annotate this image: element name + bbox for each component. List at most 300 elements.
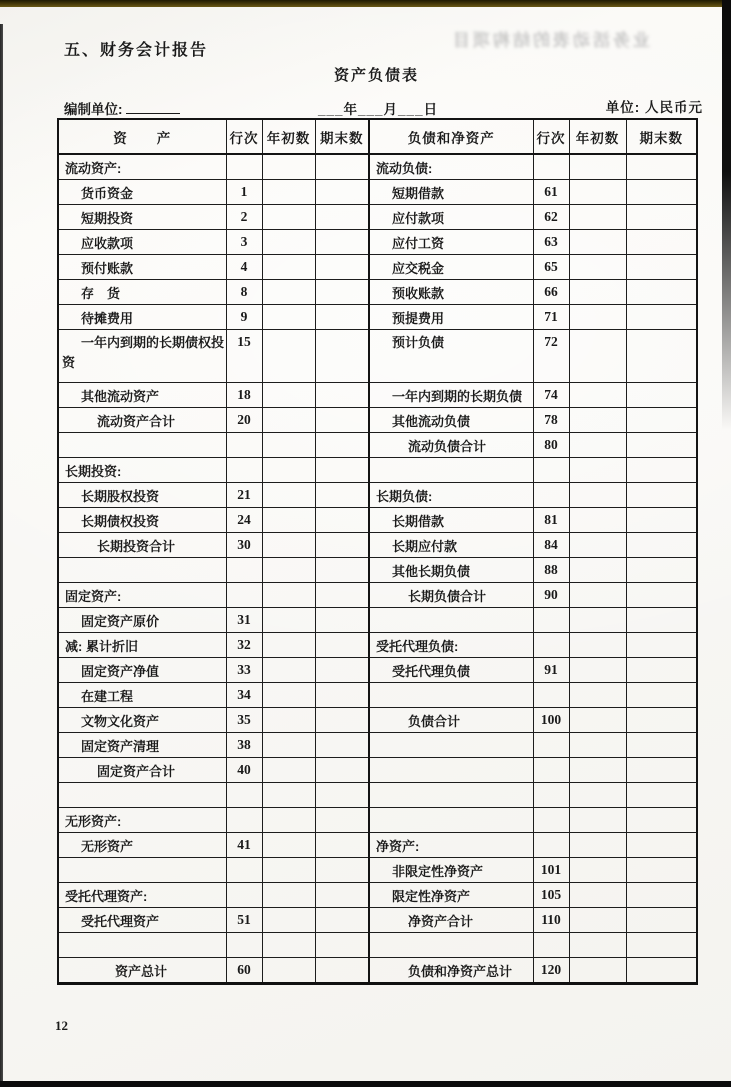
asset-line-no-cell: 3 (226, 230, 262, 255)
asset-end-amount-cell (315, 733, 369, 758)
table-row (58, 908, 697, 933)
liability-name-cell: 受托代理负债: (369, 633, 533, 658)
asset-line-no-cell (226, 583, 262, 608)
liability-end-amount-cell (626, 508, 697, 533)
liability-name-cell: 其他流动负债 (369, 408, 533, 433)
asset-line-no-cell (226, 858, 262, 883)
liability-name-cell (369, 933, 533, 958)
liability-begin-amount-cell (569, 908, 626, 933)
asset-name-cell (58, 433, 226, 458)
table-row (58, 433, 697, 458)
asset-begin-amount-cell (262, 658, 315, 683)
asset-end-amount-cell (315, 330, 369, 383)
liability-name-cell: 受托代理负债 (369, 658, 533, 683)
asset-begin-amount-cell (262, 433, 315, 458)
table-row (58, 408, 697, 433)
asset-begin-amount-cell (262, 154, 315, 180)
asset-begin-amount-cell (262, 558, 315, 583)
liability-begin-amount-cell (569, 783, 626, 808)
liability-begin-amount-cell (569, 608, 626, 633)
asset-line-no-cell (226, 933, 262, 958)
asset-begin-amount-cell (262, 305, 315, 330)
liability-line-no-cell: 100 (533, 708, 569, 733)
liability-begin-amount-cell (569, 733, 626, 758)
liability-line-no-cell: 66 (533, 280, 569, 305)
asset-name-cell (58, 933, 226, 958)
asset-end-amount-cell (315, 508, 369, 533)
table-row (58, 733, 697, 758)
asset-line-no-cell: 30 (226, 533, 262, 558)
table-row (58, 154, 697, 180)
liabilities-column-header: 负债和净资产 (369, 119, 533, 154)
asset-name-cell (58, 783, 226, 808)
liability-end-amount-cell (626, 883, 697, 908)
table-row (58, 330, 697, 383)
asset-end-amount-cell (315, 833, 369, 858)
asset-begin-amount-cell (262, 533, 315, 558)
liability-end-amount-cell (626, 933, 697, 958)
asset-end-amount-cell (315, 558, 369, 583)
asset-line-no-cell: 15 (226, 330, 262, 383)
asset-begin-amount-cell (262, 458, 315, 483)
liability-name-cell (369, 783, 533, 808)
table-row (58, 808, 697, 833)
liability-line-no-cell: 63 (533, 230, 569, 255)
asset-end-amount-cell (315, 305, 369, 330)
table-row (58, 933, 697, 958)
liability-name-cell: 非限定性净资产 (369, 858, 533, 883)
asset-end-amount-cell (315, 533, 369, 558)
asset-line-no-cell (226, 154, 262, 180)
liability-name-cell: 应付款项 (369, 205, 533, 230)
asset-name-cell: 在建工程 (58, 683, 226, 708)
liability-name-cell (369, 758, 533, 783)
asset-name-cell: 固定资产合计 (58, 758, 226, 783)
asset-begin-amount-cell (262, 230, 315, 255)
asset-end-amount-cell (315, 858, 369, 883)
begin-of-year-column-header: 年初数 (262, 119, 315, 154)
liability-end-amount-cell (626, 783, 697, 808)
prepared-by-line (64, 98, 180, 118)
asset-begin-amount-cell (262, 408, 315, 433)
liability-begin-amount-cell (569, 330, 626, 383)
asset-name-cell: 长期债权投资 (58, 508, 226, 533)
liability-name-cell: 流动负债合计 (369, 433, 533, 458)
liability-begin-amount-cell (569, 180, 626, 205)
asset-name-cell: 流动资产: (58, 154, 226, 180)
asset-begin-amount-cell (262, 608, 315, 633)
liability-end-amount-cell (626, 458, 697, 483)
asset-line-no-cell: 34 (226, 683, 262, 708)
liability-line-no-cell (533, 733, 569, 758)
asset-end-amount-cell (315, 633, 369, 658)
end-of-period-column-header: 期末数 (315, 119, 369, 154)
table-row (58, 558, 697, 583)
table-row (58, 683, 697, 708)
table-row (58, 483, 697, 508)
liability-begin-amount-cell (569, 483, 626, 508)
asset-begin-amount-cell (262, 280, 315, 305)
liability-line-no-cell: 88 (533, 558, 569, 583)
liability-name-cell: 预提费用 (369, 305, 533, 330)
liability-line-no-cell (533, 783, 569, 808)
asset-name-cell: 流动资产合计 (58, 408, 226, 433)
table-row (58, 280, 697, 305)
asset-end-amount-cell (315, 483, 369, 508)
table-row (58, 708, 697, 733)
table-row (58, 458, 697, 483)
date-line: ___年___月___日 (318, 102, 439, 117)
asset-end-amount-cell (315, 280, 369, 305)
line-no-column-header: 行次 (226, 119, 262, 154)
table-row (58, 383, 697, 408)
asset-line-no-cell: 41 (226, 833, 262, 858)
asset-name-cell: 预付账款 (58, 255, 226, 280)
table-header-row (58, 119, 697, 154)
asset-name-cell: 无形资产: (58, 808, 226, 833)
asset-begin-amount-cell (262, 205, 315, 230)
liability-end-amount-cell (626, 683, 697, 708)
asset-name-cell: 受托代理资产: (58, 883, 226, 908)
liability-name-cell: 预计负债 (369, 330, 533, 383)
asset-end-amount-cell (315, 180, 369, 205)
liability-begin-amount-cell (569, 533, 626, 558)
prepared-by-underline (126, 100, 180, 114)
liability-line-no-cell: 78 (533, 408, 569, 433)
asset-line-no-cell (226, 458, 262, 483)
end-of-period-column-header: 期末数 (626, 119, 697, 154)
table-row (58, 533, 697, 558)
liability-end-amount-cell (626, 808, 697, 833)
asset-name-cell: 长期股权投资 (58, 483, 226, 508)
asset-end-amount-cell (315, 933, 369, 958)
asset-name-cell: 减: 累计折旧 (58, 633, 226, 658)
section-heading: 五、财务会计报告 (64, 42, 209, 59)
page-number: 12 (55, 1018, 68, 1033)
liability-begin-amount-cell (569, 658, 626, 683)
asset-line-no-cell (226, 783, 262, 808)
liability-end-amount-cell (626, 708, 697, 733)
liability-line-no-cell (533, 154, 569, 180)
liability-end-amount-cell (626, 154, 697, 180)
asset-name-cell: 长期投资: (58, 458, 226, 483)
table-row (58, 305, 697, 330)
asset-end-amount-cell (315, 683, 369, 708)
balance-sheet-table (57, 118, 698, 985)
asset-line-no-cell: 33 (226, 658, 262, 683)
asset-line-no-cell (226, 558, 262, 583)
liability-name-cell (369, 733, 533, 758)
asset-begin-amount-cell (262, 255, 315, 280)
asset-line-no-cell: 35 (226, 708, 262, 733)
liability-line-no-cell: 72 (533, 330, 569, 383)
liability-end-amount-cell (626, 230, 697, 255)
liability-line-no-cell: 62 (533, 205, 569, 230)
liability-line-no-cell: 74 (533, 383, 569, 408)
liability-begin-amount-cell (569, 708, 626, 733)
liability-end-amount-cell (626, 408, 697, 433)
table-row (58, 633, 697, 658)
liability-name-cell: 应付工资 (369, 230, 533, 255)
liability-name-cell: 一年内到期的长期负债 (369, 383, 533, 408)
liability-begin-amount-cell (569, 255, 626, 280)
table-row (58, 958, 697, 984)
liability-name-cell (369, 808, 533, 833)
asset-line-no-cell: 31 (226, 608, 262, 633)
asset-name-cell: 存 货 (58, 280, 226, 305)
liability-line-no-cell (533, 683, 569, 708)
table-row (58, 658, 697, 683)
asset-begin-amount-cell (262, 758, 315, 783)
liability-name-cell: 长期负债: (369, 483, 533, 508)
liability-name-cell: 净资产: (369, 833, 533, 858)
asset-line-no-cell (226, 433, 262, 458)
liability-end-amount-cell (626, 833, 697, 858)
liability-end-amount-cell (626, 180, 697, 205)
asset-end-amount-cell (315, 230, 369, 255)
liability-end-amount-cell (626, 758, 697, 783)
asset-begin-amount-cell (262, 180, 315, 205)
liability-end-amount-cell (626, 958, 697, 984)
asset-end-amount-cell (315, 908, 369, 933)
liability-name-cell: 流动负债: (369, 154, 533, 180)
liability-line-no-cell: 110 (533, 908, 569, 933)
liability-end-amount-cell (626, 255, 697, 280)
liability-begin-amount-cell (569, 883, 626, 908)
liability-begin-amount-cell (569, 280, 626, 305)
liability-line-no-cell: 105 (533, 883, 569, 908)
table-row (58, 230, 697, 255)
asset-name-cell: 长期投资合计 (58, 533, 226, 558)
liability-begin-amount-cell (569, 154, 626, 180)
liability-begin-amount-cell (569, 958, 626, 984)
liability-name-cell (369, 683, 533, 708)
asset-line-no-cell: 2 (226, 205, 262, 230)
liability-name-cell: 长期应付款 (369, 533, 533, 558)
asset-name-cell: 资产总计 (58, 958, 226, 984)
asset-begin-amount-cell (262, 330, 315, 383)
liability-name-cell: 负债和净资产总计 (369, 958, 533, 984)
asset-line-no-cell: 38 (226, 733, 262, 758)
liability-begin-amount-cell (569, 230, 626, 255)
liability-name-cell (369, 608, 533, 633)
liability-name-cell (369, 458, 533, 483)
asset-begin-amount-cell (262, 483, 315, 508)
liability-begin-amount-cell (569, 833, 626, 858)
asset-name-cell: 文物文化资产 (58, 708, 226, 733)
liability-line-no-cell (533, 758, 569, 783)
asset-begin-amount-cell (262, 908, 315, 933)
asset-begin-amount-cell (262, 383, 315, 408)
liability-begin-amount-cell (569, 758, 626, 783)
liability-line-no-cell: 91 (533, 658, 569, 683)
liability-end-amount-cell (626, 658, 697, 683)
liability-line-no-cell (533, 458, 569, 483)
asset-begin-amount-cell (262, 858, 315, 883)
table-row (58, 583, 697, 608)
scan-left-edge-line (0, 24, 3, 1087)
table-row (58, 833, 697, 858)
asset-name-cell: 固定资产: (58, 583, 226, 608)
liability-begin-amount-cell (569, 583, 626, 608)
scan-bottom-edge-bar (0, 1081, 731, 1087)
liability-name-cell: 其他长期负债 (369, 558, 533, 583)
asset-end-amount-cell (315, 154, 369, 180)
liability-name-cell: 预收账款 (369, 280, 533, 305)
liability-line-no-cell: 65 (533, 255, 569, 280)
asset-name-cell: 待摊费用 (58, 305, 226, 330)
table-row (58, 758, 697, 783)
asset-name-cell: 无形资产 (58, 833, 226, 858)
liability-begin-amount-cell (569, 558, 626, 583)
liability-begin-amount-cell (569, 205, 626, 230)
liability-end-amount-cell (626, 305, 697, 330)
table-row (58, 858, 697, 883)
asset-name-cell (58, 858, 226, 883)
asset-begin-amount-cell (262, 508, 315, 533)
liability-line-no-cell (533, 808, 569, 833)
liability-begin-amount-cell (569, 383, 626, 408)
liability-end-amount-cell (626, 908, 697, 933)
liability-line-no-cell: 81 (533, 508, 569, 533)
liability-end-amount-cell (626, 583, 697, 608)
asset-name-cell: 固定资产清理 (58, 733, 226, 758)
liability-end-amount-cell (626, 608, 697, 633)
liability-begin-amount-cell (569, 408, 626, 433)
scan-top-edge-bar (0, 0, 731, 7)
liability-name-cell: 长期借款 (369, 508, 533, 533)
asset-end-amount-cell (315, 883, 369, 908)
asset-line-no-cell: 51 (226, 908, 262, 933)
liability-line-no-cell (533, 483, 569, 508)
asset-end-amount-cell (315, 758, 369, 783)
asset-end-amount-cell (315, 458, 369, 483)
liability-begin-amount-cell (569, 858, 626, 883)
liability-begin-amount-cell (569, 508, 626, 533)
asset-line-no-cell: 4 (226, 255, 262, 280)
asset-name-cell: 其他流动资产 (58, 383, 226, 408)
assets-column-header: 资 产 (58, 119, 226, 154)
asset-line-no-cell: 60 (226, 958, 262, 984)
line-no-column-header: 行次 (533, 119, 569, 154)
liability-line-no-cell: 84 (533, 533, 569, 558)
asset-begin-amount-cell (262, 708, 315, 733)
asset-end-amount-cell (315, 658, 369, 683)
liability-name-cell: 长期负债合计 (369, 583, 533, 608)
liability-end-amount-cell (626, 205, 697, 230)
asset-end-amount-cell (315, 708, 369, 733)
asset-name-cell: 一年内到期的长期债权投资 (58, 330, 226, 383)
asset-begin-amount-cell (262, 583, 315, 608)
liability-end-amount-cell (626, 733, 697, 758)
table-row (58, 608, 697, 633)
page-title: 资产负债表 (333, 67, 419, 84)
liability-line-no-cell (533, 833, 569, 858)
asset-name-cell: 应收款项 (58, 230, 226, 255)
asset-line-no-cell: 20 (226, 408, 262, 433)
asset-begin-amount-cell (262, 783, 315, 808)
liability-end-amount-cell (626, 533, 697, 558)
asset-end-amount-cell (315, 583, 369, 608)
asset-end-amount-cell (315, 408, 369, 433)
liability-line-no-cell (533, 633, 569, 658)
begin-of-year-column-header: 年初数 (569, 119, 626, 154)
prepared-by-label: 编制单位: (64, 102, 123, 117)
liability-end-amount-cell (626, 858, 697, 883)
asset-line-no-cell: 40 (226, 758, 262, 783)
liability-end-amount-cell (626, 330, 697, 383)
asset-begin-amount-cell (262, 733, 315, 758)
asset-end-amount-cell (315, 608, 369, 633)
asset-line-no-cell: 32 (226, 633, 262, 658)
liability-name-cell: 负债合计 (369, 708, 533, 733)
liability-line-no-cell: 120 (533, 958, 569, 984)
asset-line-no-cell: 9 (226, 305, 262, 330)
asset-name-cell: 固定资产原价 (58, 608, 226, 633)
asset-end-amount-cell (315, 958, 369, 984)
liability-begin-amount-cell (569, 683, 626, 708)
currency-unit-label: 单位: 人民币元 (605, 100, 703, 115)
scan-right-edge-bar (722, 0, 731, 430)
table-row (58, 205, 697, 230)
asset-line-no-cell: 21 (226, 483, 262, 508)
liability-line-no-cell: 90 (533, 583, 569, 608)
asset-end-amount-cell (315, 433, 369, 458)
liability-begin-amount-cell (569, 433, 626, 458)
liability-name-cell: 净资产合计 (369, 908, 533, 933)
liability-end-amount-cell (626, 433, 697, 458)
table-row (58, 883, 697, 908)
liability-line-no-cell: 71 (533, 305, 569, 330)
asset-end-amount-cell (315, 205, 369, 230)
asset-name-cell: 受托代理资产 (58, 908, 226, 933)
liability-end-amount-cell (626, 633, 697, 658)
liability-name-cell: 应交税金 (369, 255, 533, 280)
asset-begin-amount-cell (262, 683, 315, 708)
asset-end-amount-cell (315, 808, 369, 833)
liability-name-cell: 短期借款 (369, 180, 533, 205)
liability-begin-amount-cell (569, 933, 626, 958)
liability-end-amount-cell (626, 280, 697, 305)
asset-begin-amount-cell (262, 958, 315, 984)
asset-line-no-cell (226, 808, 262, 833)
asset-name-cell: 固定资产净值 (58, 658, 226, 683)
asset-end-amount-cell (315, 255, 369, 280)
liability-line-no-cell (533, 608, 569, 633)
liability-begin-amount-cell (569, 305, 626, 330)
asset-end-amount-cell (315, 783, 369, 808)
asset-line-no-cell: 1 (226, 180, 262, 205)
table-row (58, 783, 697, 808)
table-row (58, 255, 697, 280)
asset-begin-amount-cell (262, 808, 315, 833)
asset-line-no-cell: 18 (226, 383, 262, 408)
liability-line-no-cell (533, 933, 569, 958)
asset-name-cell (58, 558, 226, 583)
liability-end-amount-cell (626, 383, 697, 408)
liability-begin-amount-cell (569, 808, 626, 833)
liability-name-cell: 限定性净资产 (369, 883, 533, 908)
liability-end-amount-cell (626, 558, 697, 583)
asset-name-cell: 短期投资 (58, 205, 226, 230)
asset-begin-amount-cell (262, 933, 315, 958)
liability-begin-amount-cell (569, 458, 626, 483)
asset-end-amount-cell (315, 383, 369, 408)
liability-line-no-cell: 80 (533, 433, 569, 458)
table-row (58, 180, 697, 205)
asset-name-cell: 货币资金 (58, 180, 226, 205)
liability-begin-amount-cell (569, 633, 626, 658)
